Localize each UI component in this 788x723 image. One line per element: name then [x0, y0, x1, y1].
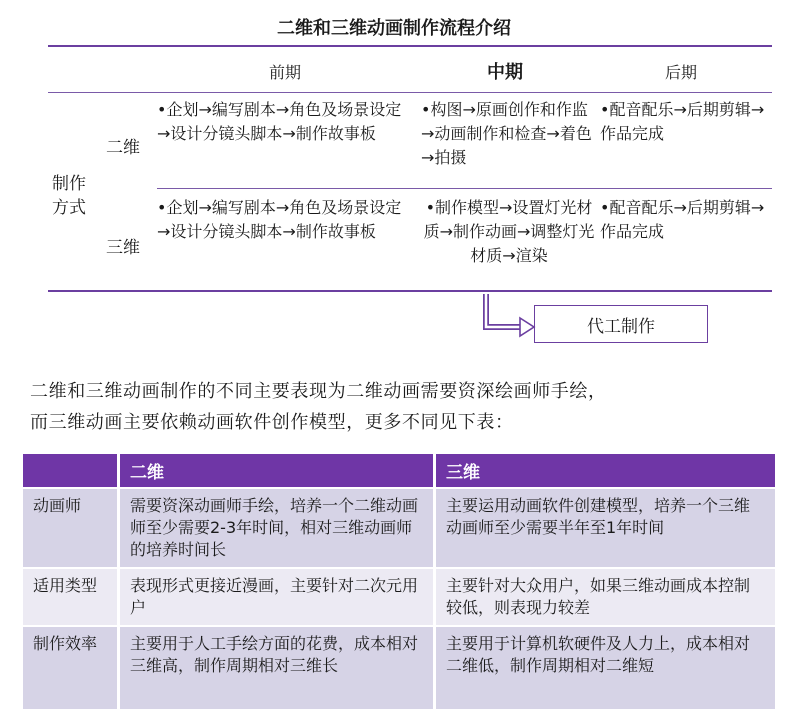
comparison-header-row [23, 454, 775, 487]
phase-mid-header: 中期 [487, 62, 523, 83]
cell-3d-late: •配音配乐→后期剪辑→作品完成 [600, 198, 765, 241]
table-row [23, 487, 775, 567]
cell-2d-mid: •构图→原画创作和作监→动画制作和检查→着色→拍摄 [421, 100, 592, 167]
method-label-line1: 制作 [52, 174, 86, 194]
cell-2d-type: 表现形式更接近漫画，主要针对二次元用户 [117, 567, 433, 625]
cell-2d-late: •配音配乐→后期剪辑→作品完成 [600, 100, 765, 143]
comparison-table [23, 454, 775, 709]
row-3d-label: 三维 [106, 238, 140, 258]
header-2d: 二维 [117, 454, 433, 487]
cell-3d-type: 主要针对大众用户，如果三维动画成本控制较低，则表现力较差 [433, 567, 775, 625]
cell-2d-efficiency: 主要用于人工手绘方面的花费，成本相对三维高，制作周期相对三维长 [117, 625, 433, 709]
header-empty [23, 454, 117, 487]
table-row [23, 625, 775, 709]
cell-3d-efficiency: 主要用于计算机软硬件及人力上，成本相对二维低，制作周期相对二维短 [433, 625, 775, 709]
cell-3d-animator: 主要运用动画软件创建模型，培养一个三维动画师至少需要半年至1年时间 [433, 487, 775, 567]
row-label-efficiency: 制作效率 [23, 625, 117, 709]
intro-line-1: 二维和三维动画制作的不同主要表现为二维动画需要资深绘画师手绘， [30, 381, 607, 402]
intro-paragraph [30, 376, 770, 438]
outsourcing-arrow-icon [478, 292, 538, 342]
table-row [23, 567, 775, 625]
cell-3d-mid: •制作模型→设置灯光材质→制作动画→调整灯光材质→渲染 [423, 198, 595, 265]
intro-line-2: 而三维动画主要依赖动画软件创作模型，更多不同见下表： [30, 412, 514, 433]
phase-late-header: 后期 [664, 63, 697, 82]
table-bottom-divider [48, 290, 772, 292]
method-label-line2: 方式 [52, 198, 86, 218]
phase-early-header: 前期 [268, 63, 301, 82]
production-method-label [52, 172, 92, 220]
header-3d: 三维 [433, 454, 775, 487]
row-label-type: 适用类型 [23, 567, 117, 625]
row-label-animator: 动画师 [23, 487, 117, 567]
cell-2d-early: •企划→编写剧本→角色及场景设定→设计分镜头脚本→制作故事板 [157, 100, 402, 143]
row-divider [157, 188, 772, 189]
title-divider [48, 45, 772, 47]
cell-3d-early: •企划→编写剧本→角色及场景设定→设计分镜头脚本→制作故事板 [157, 198, 402, 241]
page-title: 二维和三维动画制作流程介绍 [277, 18, 511, 39]
cell-2d-animator: 需要资深动画师手绘，培养一个二维动画师至少需要2-3年时间，相对三维动画师的培养时间长 [117, 487, 433, 567]
row-2d-label: 二维 [106, 138, 140, 158]
outsourcing-box: 代工制作 [534, 305, 708, 343]
header-divider [48, 92, 772, 93]
